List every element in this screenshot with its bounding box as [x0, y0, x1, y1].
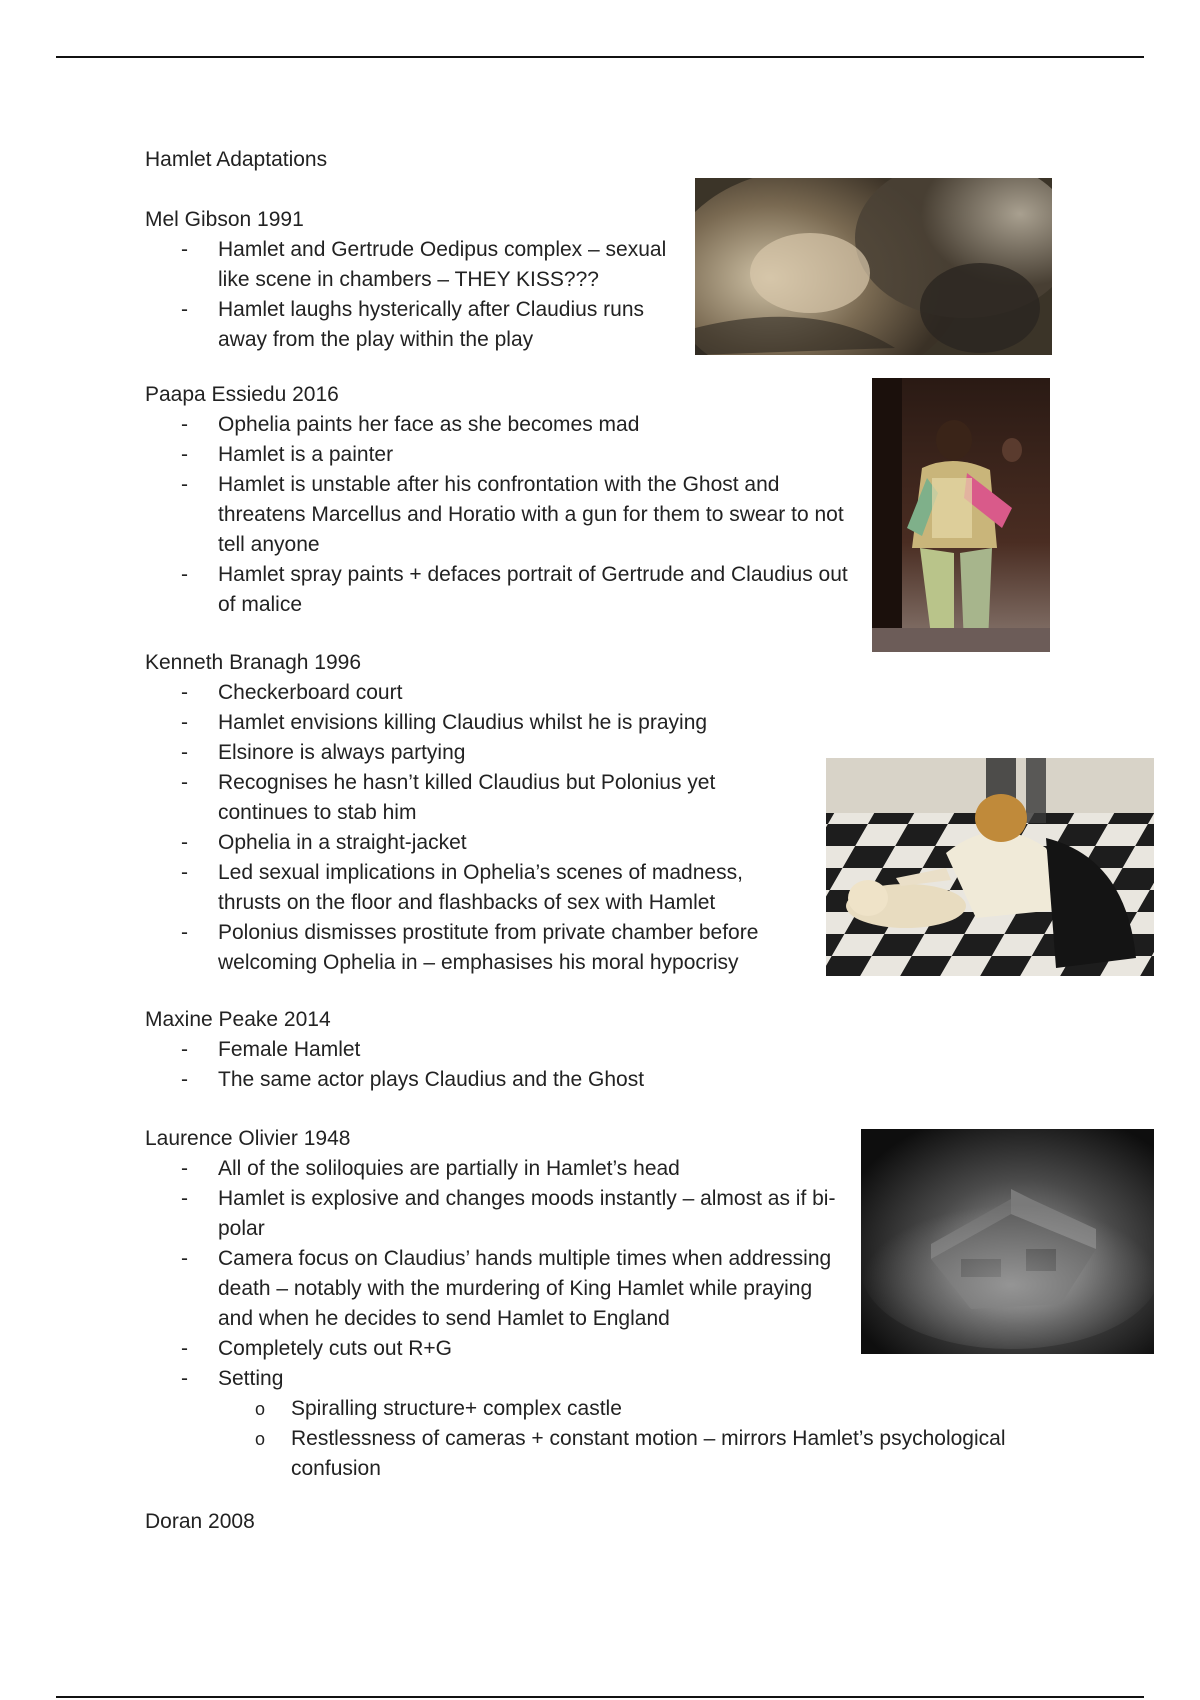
list-item: - Hamlet spray paints + defaces portrait of Gertrude and Claudius out of malice [145, 560, 855, 620]
circle-bullet: o [255, 1429, 266, 1449]
list-item: - Hamlet and Gertrude Oedipus complex – sexual like scene in chambers – THEY KISS??? [145, 235, 675, 295]
list-item: - Ophelia in a straight-jacket [145, 828, 805, 858]
list-item: - Setting o Spiralling structure+ complex castle o Restlessness of cameras + constant motion – mirrors Hamlet’s psychological confusion [145, 1364, 845, 1484]
list-item: - Led sexual implications in Ophelia’s scenes of madness, thrusts on the floor and flashbacks of sex with Hamlet [145, 858, 805, 918]
dash-bullet: - [181, 413, 188, 436]
section-heading-peake: Maxine Peake 2014 [145, 1008, 331, 1031]
section-heading-doran: Doran 2008 [145, 1510, 255, 1533]
list-item: - Checkerboard court [145, 678, 805, 708]
dash-bullet: - [181, 681, 188, 704]
dash-bullet: - [181, 741, 188, 764]
dash-bullet: - [181, 1068, 188, 1091]
gibson-film-still-image [695, 178, 1052, 355]
list-item: - Polonius dismisses prostitute from private chamber before welcoming Ophelia in – emphasises his moral hypocrisy [145, 918, 805, 978]
circle-bullet: o [255, 1399, 266, 1419]
dash-bullet: - [181, 443, 188, 466]
list-item: - All of the soliloquies are partially in Hamlet’s head [145, 1154, 845, 1184]
list-item: - Elsinore is always partying [145, 738, 805, 768]
list-item: - Recognises he hasn’t killed Claudius but Polonius yet continues to stab him [145, 768, 805, 828]
list-item: o Spiralling structure+ complex castle [145, 1394, 1075, 1424]
dash-bullet: - [181, 473, 188, 496]
page-title: Hamlet Adaptations [145, 148, 328, 171]
top-rule [56, 56, 1144, 58]
list-item: - Camera focus on Claudius’ hands multiple times when addressing death – notably with the murdering of King Hamlet while praying and when he decides to send Hamlet to England [145, 1244, 845, 1334]
section-heading-essiedu: Paapa Essiedu 2016 [145, 383, 339, 406]
dash-bullet: - [181, 1038, 188, 1061]
list-item: o Restlessness of cameras + constant motion – mirrors Hamlet’s psychological confusion [145, 1424, 1075, 1484]
bottom-rule [56, 1696, 1144, 1698]
section-heading-olivier: Laurence Olivier 1948 [145, 1127, 351, 1150]
list-item: - The same actor plays Claudius and the Ghost [145, 1065, 945, 1095]
list-item: - Hamlet is a painter [145, 440, 855, 470]
list-item: - Ophelia paints her face as she becomes mad [145, 410, 855, 440]
dash-bullet: - [181, 1367, 188, 1390]
list-item: - Hamlet laughs hysterically after Claudius runs away from the play within the play [145, 295, 675, 355]
dash-bullet: - [181, 1187, 188, 1210]
dash-bullet: - [181, 1247, 188, 1270]
dash-bullet: - [181, 861, 188, 884]
section-heading-gibson: Mel Gibson 1991 [145, 208, 304, 231]
sub-bullet-list-setting [145, 1394, 1075, 1484]
list-item: - Hamlet is unstable after his confrontation with the Ghost and threatens Marcellus and Horatio with a gun for them to swear to not tell anyone [145, 470, 855, 560]
list-item: - Female Hamlet [145, 1035, 945, 1065]
dash-bullet: - [181, 563, 188, 586]
section-heading-branagh: Kenneth Branagh 1996 [145, 651, 362, 674]
essiedu-stage-photo-image [872, 378, 1050, 652]
dash-bullet: - [181, 1157, 188, 1180]
bullet-list-gibson [145, 235, 675, 355]
branagh-film-still-image [826, 758, 1154, 976]
list-item: - Hamlet is explosive and changes moods instantly – almost as if bi-polar [145, 1184, 845, 1244]
dash-bullet: - [181, 298, 188, 321]
bullet-list-olivier [145, 1154, 1006, 1484]
olivier-film-still-image [861, 1129, 1154, 1354]
dash-bullet: - [181, 1337, 188, 1360]
bullet-list-essiedu [145, 410, 855, 620]
bullet-list-branagh [145, 678, 805, 978]
list-item: - Completely cuts out R+G [145, 1334, 845, 1364]
dash-bullet: - [181, 831, 188, 854]
dash-bullet: - [181, 238, 188, 261]
dash-bullet: - [181, 711, 188, 734]
list-item: - Hamlet envisions killing Claudius whilst he is praying [145, 708, 805, 738]
bullet-list-peake [145, 1035, 945, 1095]
dash-bullet: - [181, 771, 188, 794]
dash-bullet: - [181, 921, 188, 944]
